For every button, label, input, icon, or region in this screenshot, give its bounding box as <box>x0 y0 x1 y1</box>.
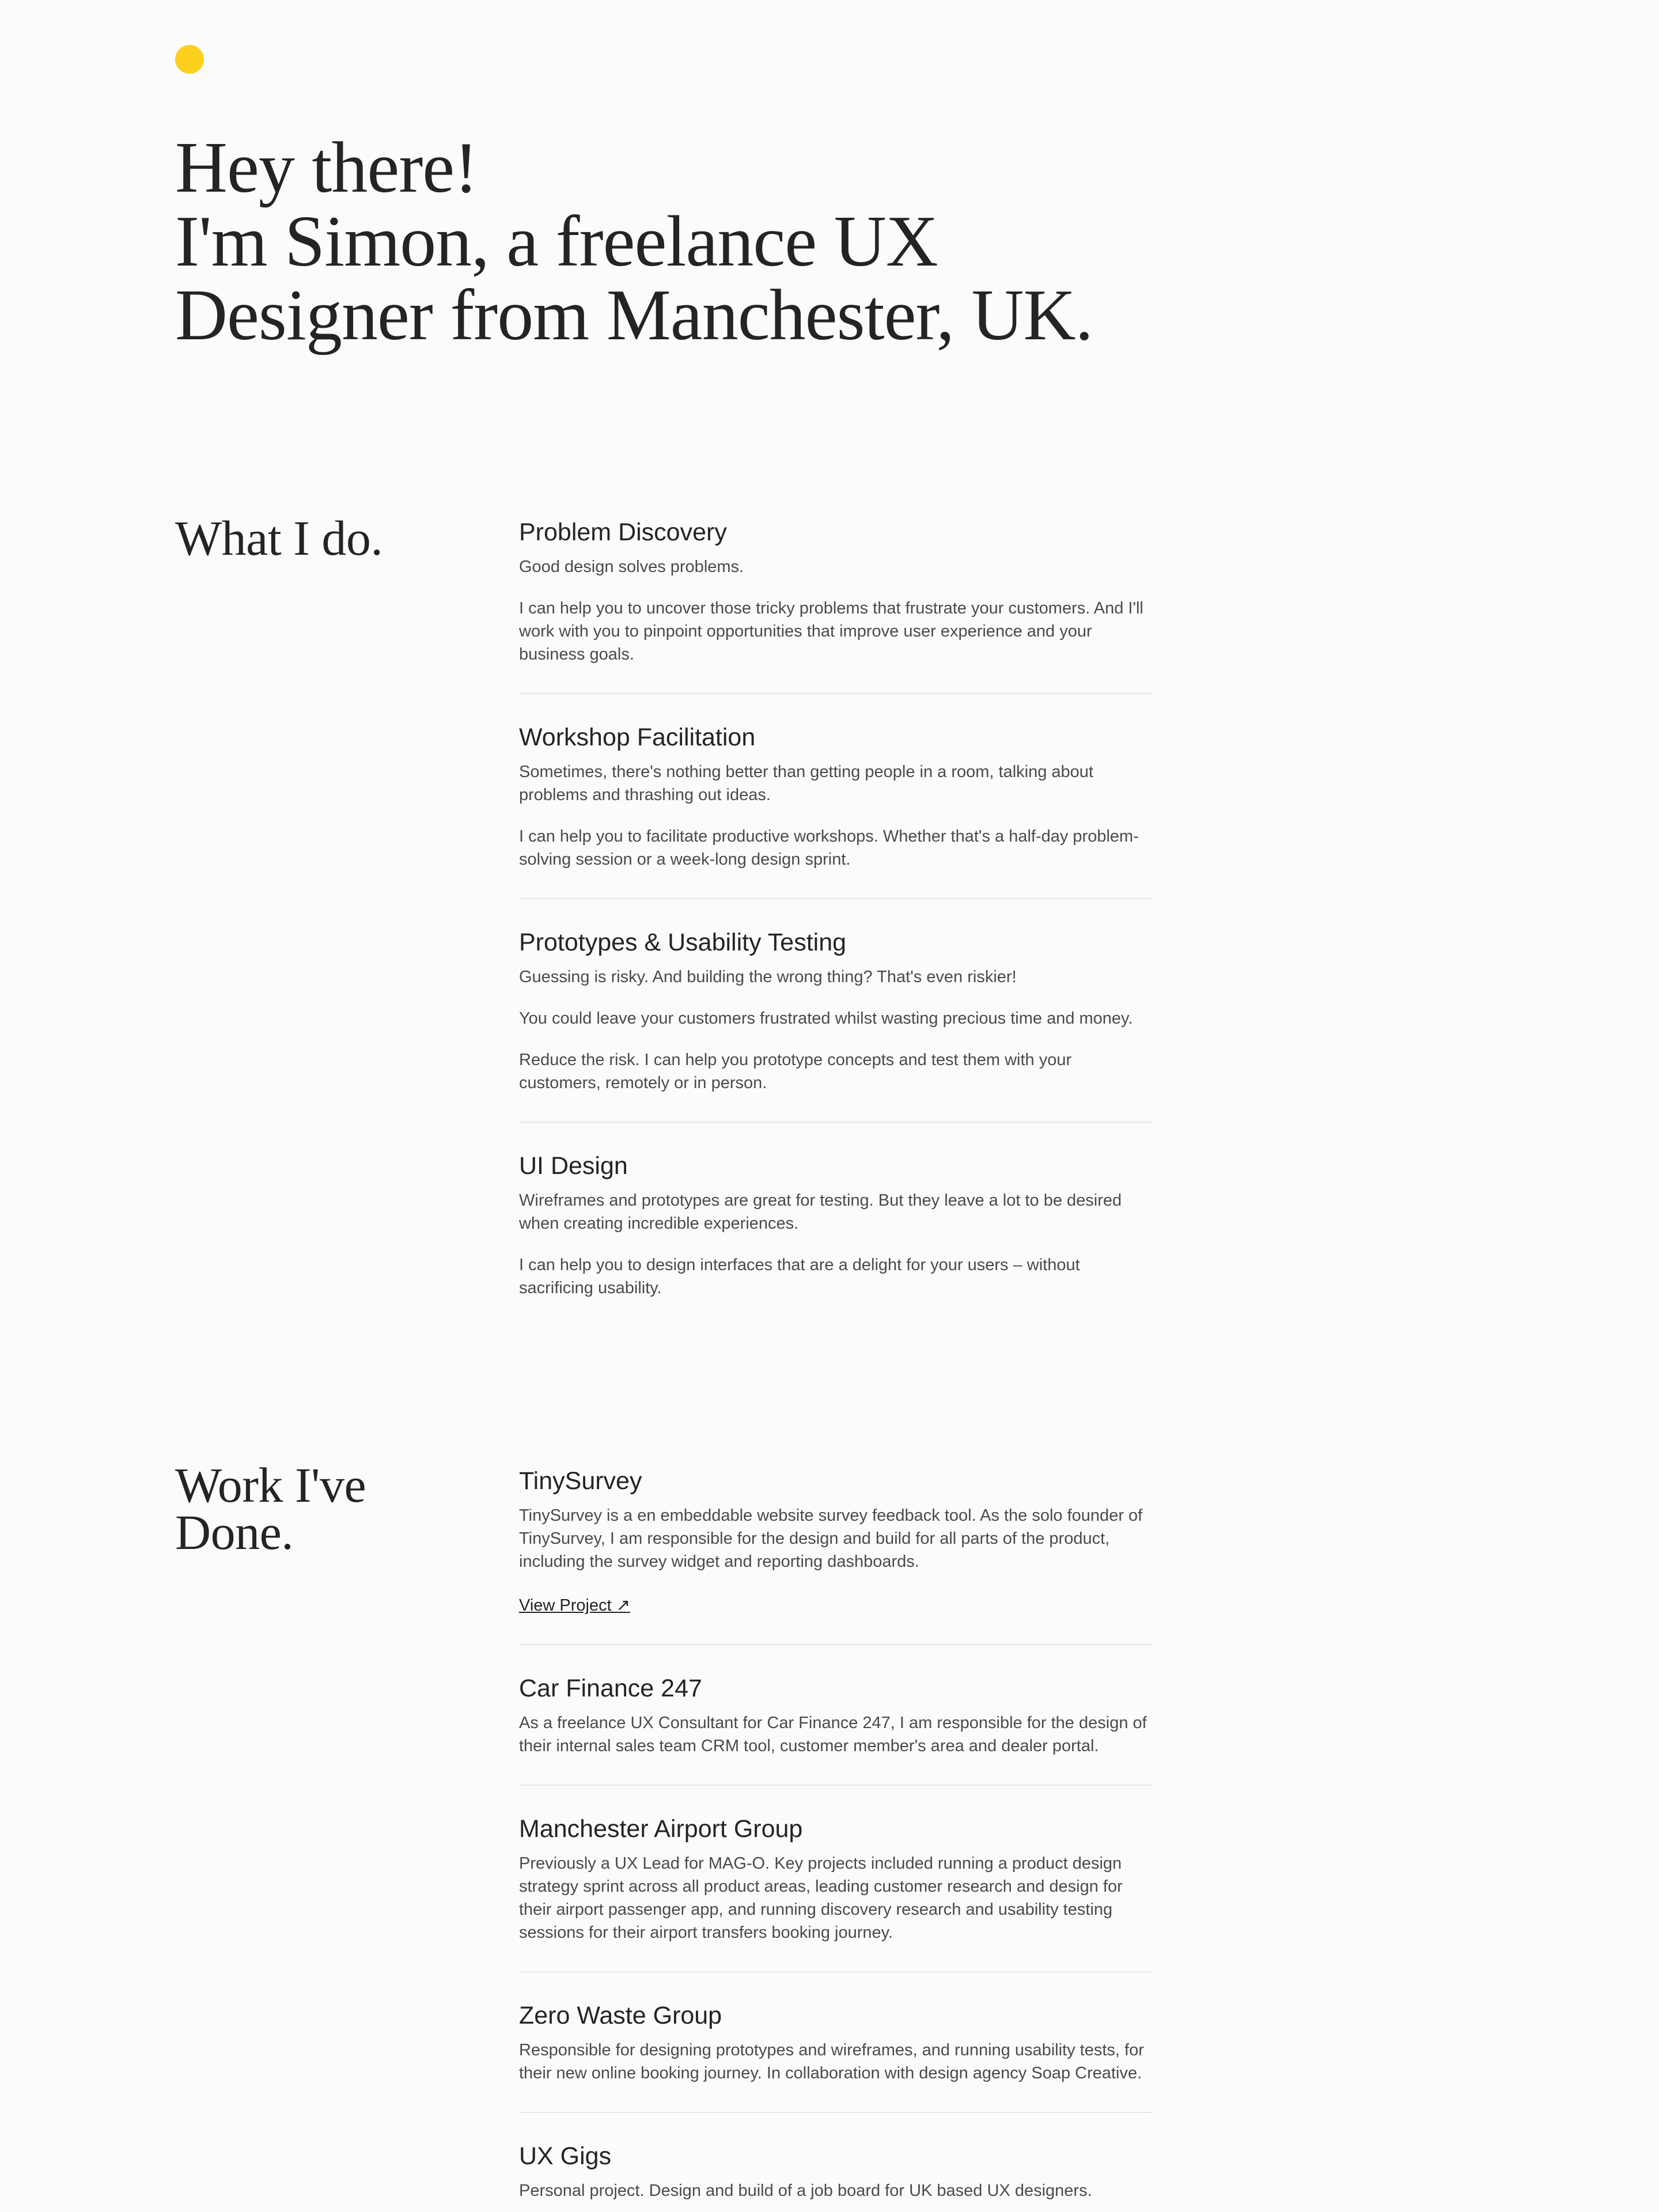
work-title-line: Work I've <box>175 1457 366 1513</box>
service-text: Reduce the risk. I can help you prototype concepts and test them with your customers, remotely or in person. <box>519 1051 1072 1092</box>
work-text: TinySurvey is a en embeddable website survey feedback tool. As the solo founder of TinySurvey, I am responsible for the design and build for all parts of the product, including the survey widget and reporting dashboards. <box>519 1506 1143 1571</box>
hero-line: Hey there! <box>175 128 478 208</box>
work-item-manchester-airport-group <box>519 1814 1153 1972</box>
work-list <box>519 1466 1153 2212</box>
service-item-ui-design <box>519 1151 1153 1327</box>
service-title: Workshop Facilitation <box>519 724 756 751</box>
services-title <box>175 510 383 566</box>
work-text: Previously a UX Lead for MAG-O. Key projects included running a product design strategy sprint across all product areas, leading customer research and design for their airport passenger app, and running discovery research and usability testing sessions for their airport transfers booking journey. <box>519 1854 1123 1942</box>
work-title-text: Manchester Airport Group <box>519 1815 803 1843</box>
work-title-line: Done. <box>175 1505 294 1560</box>
services-title-text: What I do. <box>175 510 383 566</box>
work-title-text: Car Finance 247 <box>519 1675 702 1702</box>
service-text: Wireframes and prototypes are great for testing. But they leave a lot to be desired when creating incredible experiences. <box>519 1191 1122 1233</box>
view-project-link[interactable]: View Project ↗ <box>519 1596 631 1615</box>
logo-dot[interactable] <box>175 45 204 74</box>
work-title-text: Zero Waste Group <box>519 2002 722 2029</box>
hero-line: Designer from Manchester, UK. <box>175 275 1093 355</box>
work-item-zero-waste-group <box>519 2001 1153 2113</box>
service-title: UI Design <box>519 1152 628 1180</box>
service-text: You could leave your customers frustrated whilst wasting precious time and money. <box>519 1009 1133 1028</box>
work-title-text: UX Gigs <box>519 2142 612 2170</box>
hero-line: I'm Simon, a freelance UX <box>175 202 938 282</box>
service-item-workshop-facilitation <box>519 722 1153 899</box>
service-item-prototypes-testing <box>519 927 1153 1123</box>
service-title: Prototypes & Usability Testing <box>519 929 847 956</box>
service-text: I can help you to facilitate productive workshops. Whether that's a half-day problem-solving session or a week-long design sprint. <box>519 827 1139 869</box>
work-text: As a freelance UX Consultant for Car Finance 247, I am responsible for the design of their internal sales team CRM tool, customer member's area and dealer portal. <box>519 1714 1147 1755</box>
hero-heading <box>175 128 1327 355</box>
work-text: Personal project. Design and build of a job board for UK based UX designers. <box>519 2181 1092 2200</box>
service-text: Sometimes, there's nothing better than getting people in a room, talking about problems and thrashing out ideas. <box>519 763 1093 804</box>
service-title: Problem Discovery <box>519 518 727 546</box>
service-text: Good design solves problems. <box>519 558 744 576</box>
service-item-problem-discovery <box>519 517 1153 694</box>
work-title-text: TinySurvey <box>519 1467 642 1495</box>
work-text: Responsible for designing prototypes and wireframes, and running usability tests, for their new online booking journey. In collaboration with design agency Soap Creative. <box>519 2041 1144 2082</box>
service-text: I can help you to uncover those tricky problems that frustrate your customers. And I'll work with you to pinpoint opportunities that improve user experience and your business goals. <box>519 599 1143 664</box>
work-title <box>175 1457 366 1560</box>
service-text: I can help you to design interfaces that are a delight for your users – without sacrificing usability. <box>519 1256 1080 1297</box>
work-item-car-finance-247 <box>519 1673 1153 1786</box>
services-list <box>519 517 1153 1327</box>
work-item-tinysurvey <box>519 1466 1153 1645</box>
service-text: Guessing is risky. And building the wrong thing? That's even riskier! <box>519 968 1017 986</box>
work-item-ux-gigs <box>519 2141 1153 2212</box>
